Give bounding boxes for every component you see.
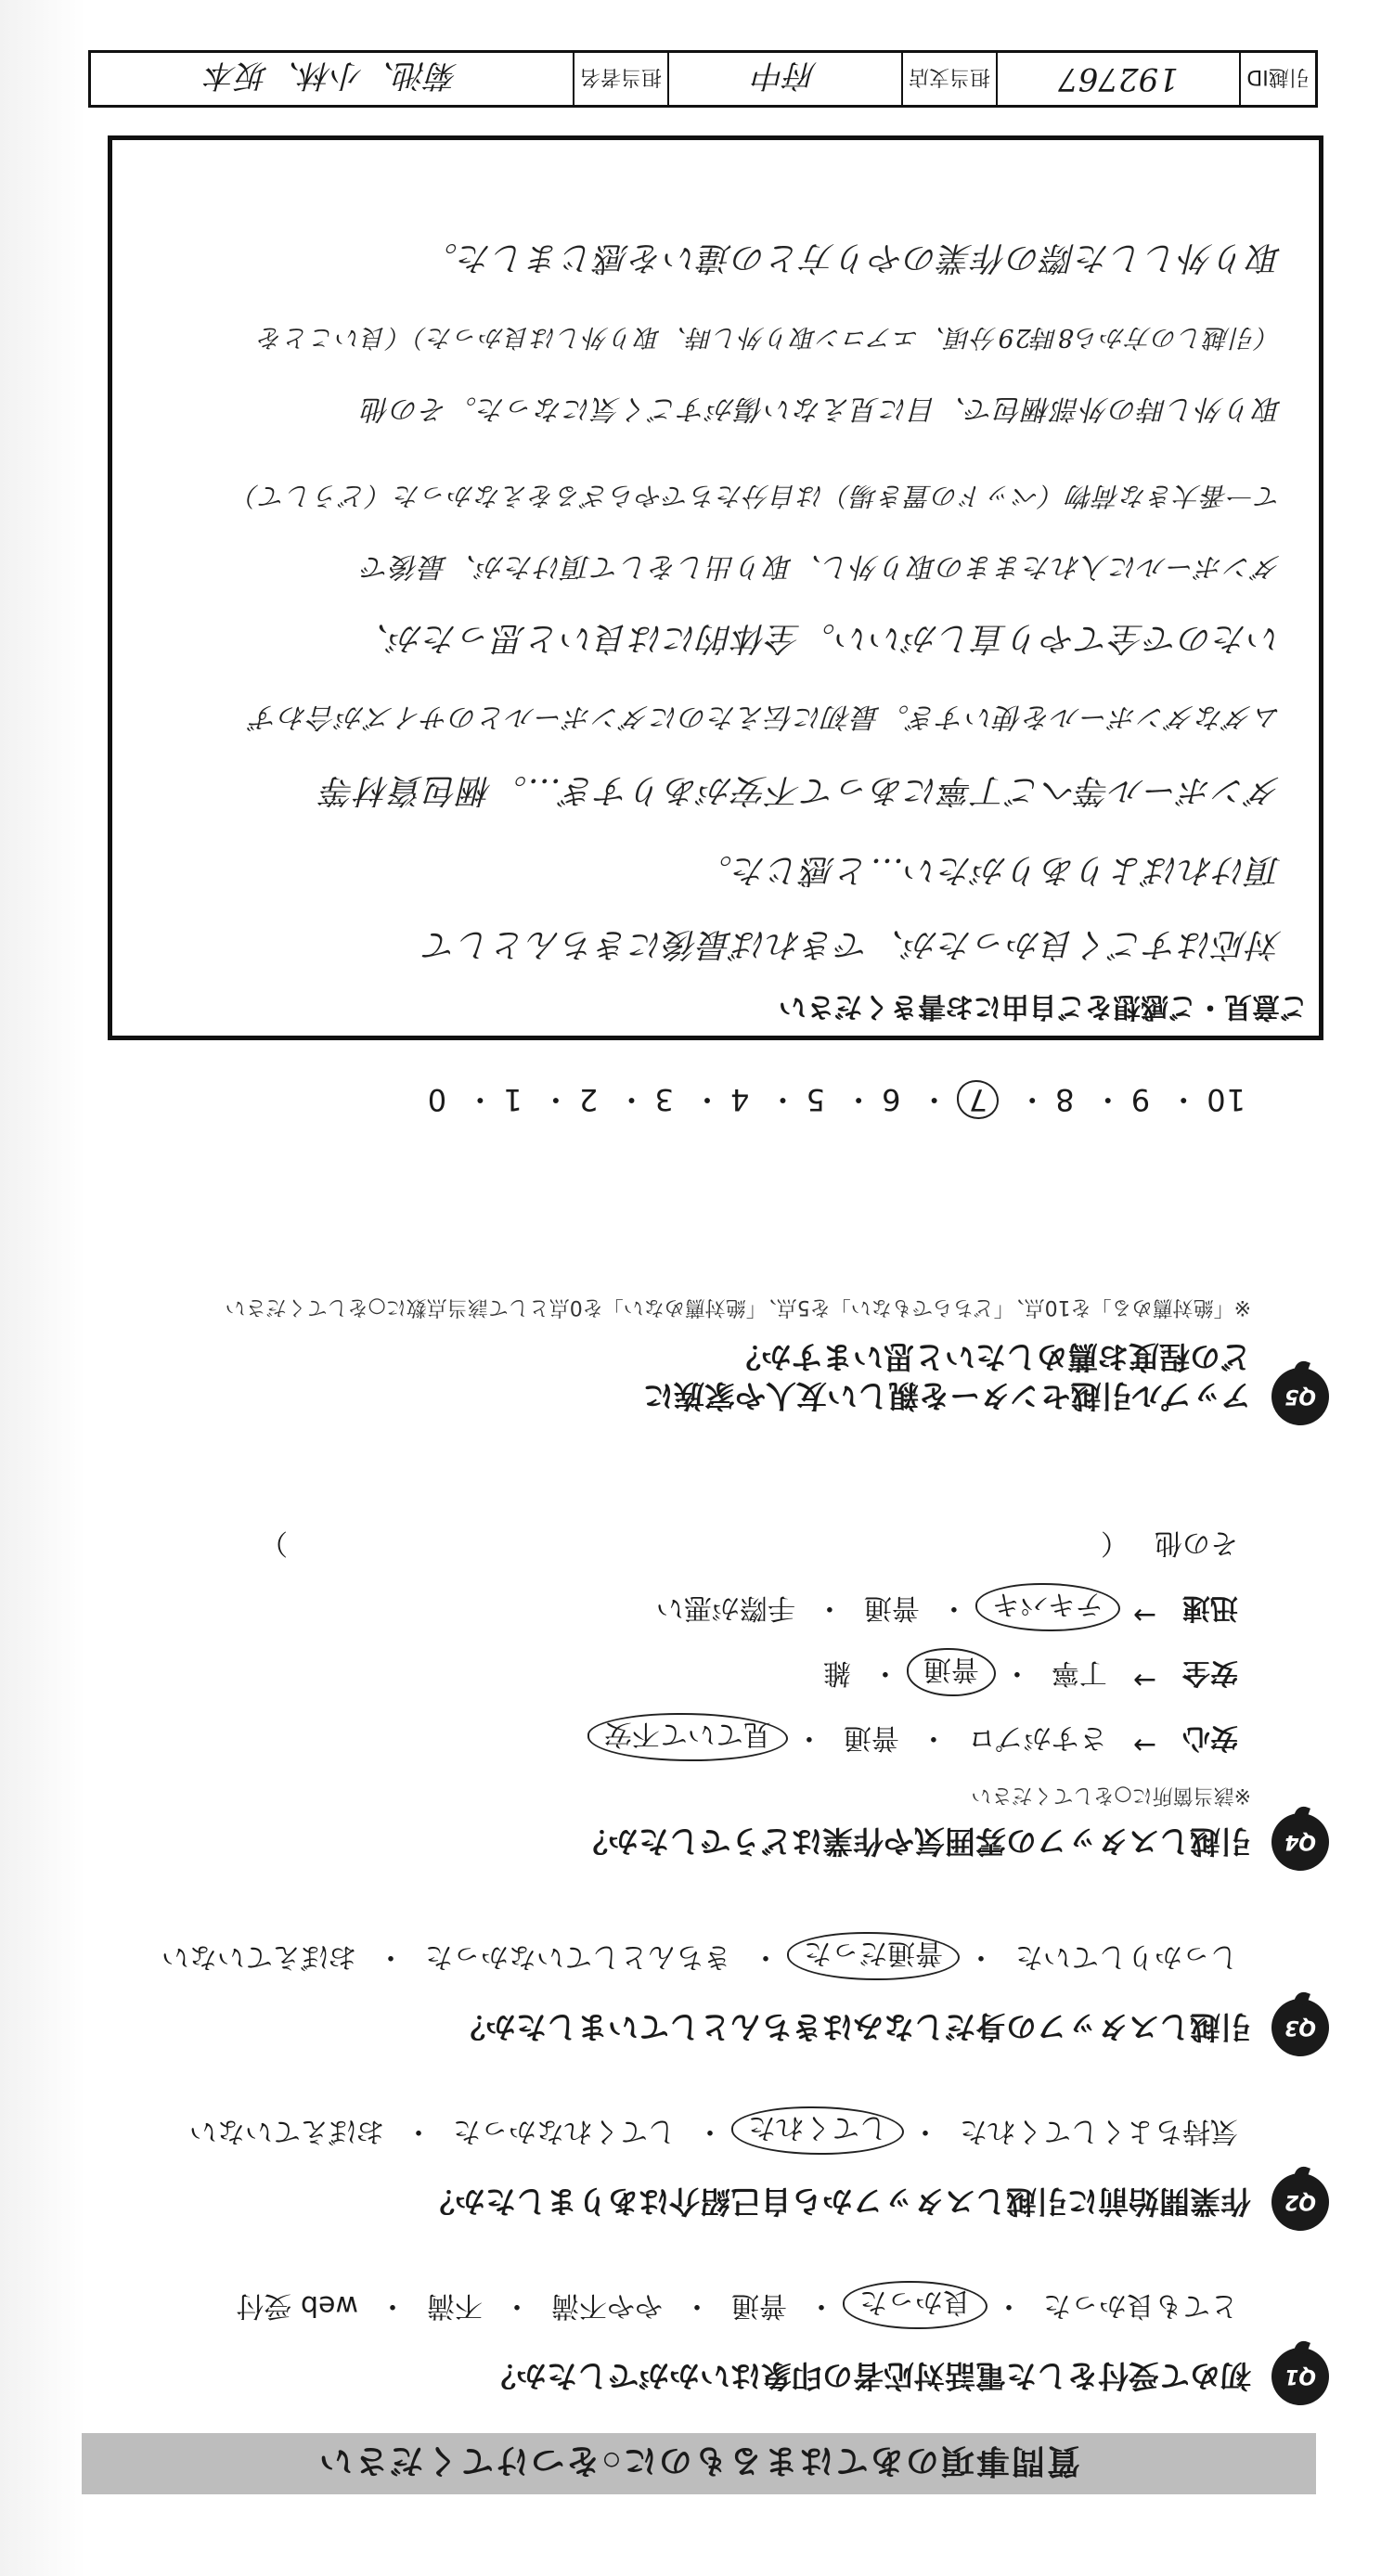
- q2-text: 作業開始前に引越しスタッフから自己紹介はありましたか？: [424, 2184, 1251, 2219]
- q1-badge: Q1: [1271, 2348, 1329, 2405]
- comment-line: 頂ければよりありがたい…と感じた。: [697, 851, 1282, 889]
- q2-options: 気持ちよくしてくれた ・ してくれた ・ してくれなかった ・ おぼえていない: [176, 2106, 1251, 2155]
- comment-line: ムダなダンボールを使いすぎ。最初に伝えたのにダンボールとのサイズが合わず: [250, 701, 1282, 733]
- q4-row-0-label: 安心: [1182, 1721, 1238, 1754]
- q5-score-2[interactable]: 2: [577, 1082, 599, 1117]
- q3-badge: Q3: [1271, 1999, 1329, 2056]
- arrow-right-icon: →: [1132, 1664, 1156, 1696]
- q2-badge: Q2: [1271, 2173, 1329, 2231]
- q1-option-5[interactable]: web 受付: [236, 2289, 358, 2322]
- scan-edge-shadow: [0, 0, 85, 2576]
- q2-option-1-selected[interactable]: してくれた: [731, 2106, 904, 2155]
- comment-line: 取り外し時の外部梱包で、目に見えない傷がすごく気になった。その他: [361, 393, 1282, 425]
- q4-row-0-option-1[interactable]: 普通: [843, 1721, 899, 1754]
- q4-row-1-option-2[interactable]: 雑: [822, 1656, 851, 1689]
- q5-score-10[interactable]: 10: [1206, 1082, 1246, 1117]
- q5-score-8[interactable]: 8: [1054, 1082, 1075, 1117]
- question-5: [85, 1203, 1329, 1425]
- id-label-cell: 引越ID: [1239, 53, 1315, 105]
- q5-score-0[interactable]: 0: [426, 1082, 447, 1117]
- q3-option-0[interactable]: しっかりしていた: [1015, 1940, 1238, 1973]
- q3-option-2[interactable]: きちんとしていなかった: [425, 1940, 731, 1973]
- comment-line: 取り外しした際の作業のやり方との違いを感じました。: [422, 238, 1282, 277]
- q4-row-2-option-1[interactable]: 普通: [863, 1591, 920, 1624]
- q5-badge: Q5: [1271, 1368, 1329, 1425]
- arrow-right-icon: →: [1132, 1729, 1156, 1761]
- q1-option-1-selected[interactable]: 良かった: [843, 2281, 987, 2329]
- q4-row-0-option-2-selected[interactable]: 見ていて不安: [587, 1713, 788, 1761]
- q5-score-6[interactable]: 6: [881, 1082, 901, 1117]
- comment-box[interactable]: [108, 135, 1323, 1040]
- q5-score-5[interactable]: 5: [805, 1082, 825, 1117]
- question-1: [85, 2285, 1329, 2405]
- q4-row-1-label: 安全: [1182, 1656, 1238, 1689]
- q1-option-0[interactable]: とても良かった: [1043, 2289, 1238, 2322]
- office-info-row: [88, 50, 1318, 108]
- question-3: [85, 1936, 1329, 2056]
- q1-option-4[interactable]: 不満: [427, 2289, 483, 2322]
- q4-row-anshin: 安心 → さすがプロ ・ 普通 ・ 見ていて不安: [587, 1713, 1251, 1761]
- comment-title: ご意見・ご感想をご自由にお書きください: [779, 991, 1308, 1022]
- branch-value-cell: 府中: [667, 53, 901, 105]
- arrow-right-icon: →: [1132, 1599, 1156, 1631]
- q4-row-2-label: 迅速: [1182, 1591, 1238, 1624]
- q3-option-1-selected[interactable]: 普通だった: [787, 1932, 960, 1980]
- id-value-cell: 192767: [996, 53, 1239, 105]
- q5-note: ※「絶対薦める」を10点、「どちらでもない」を5点、「絶対薦めない」を0点として該当点数に○をしてください: [225, 1295, 1251, 1319]
- q4-other-label: その他: [1155, 1526, 1238, 1559]
- staff-value-cell: 菊池、小林、坂本: [205, 57, 458, 95]
- staff-label-cell: 担当者名: [573, 53, 667, 105]
- instruction-header-text: 質問事項のあてはまるものに○をつけてください: [317, 2442, 1080, 2481]
- q5-text-line1: アップル引越センターを親しい友人や家族に: [642, 1379, 1251, 1413]
- comment-line: いたので全てやり直しがいい。全体的には良いと思ったが、: [354, 619, 1282, 657]
- q3-option-3[interactable]: おぼえていない: [161, 1940, 356, 1973]
- q5-score-scale: 10・ 9・ 8・ 7・ 6・ 5・ 4・ 3・ 2・ 1・ 0: [426, 1082, 1246, 1117]
- q5-score-4[interactable]: 4: [729, 1082, 750, 1117]
- q4-text: 引越しスタッフの雰囲気や作業はどうでしたか？: [577, 1824, 1251, 1859]
- q4-note: ※該当箇所に○をしてください: [971, 1784, 1251, 1807]
- q1-option-3[interactable]: やや不満: [551, 2289, 663, 2322]
- q3-text: 引越しスタッフの身だしなみはきちんとしていましたか？: [455, 2010, 1251, 2044]
- q4-row-0-option-0[interactable]: さすがプロ: [967, 1721, 1107, 1754]
- q1-text: 初めて受付をした電話対応者の印象はいかがでしたか？: [485, 2359, 1251, 2393]
- comment-line: て一番大きな荷物（ベッドの置き場）は自分たちでやらざるをえなかった（どうして）: [232, 481, 1282, 511]
- q4-badge: Q4: [1271, 1813, 1329, 1871]
- q4-row-2-option-0-selected[interactable]: テキパキ: [975, 1583, 1120, 1631]
- q4-row-anzen: 安全 → 丁寧 ・ 普通 ・ 雑: [810, 1648, 1251, 1696]
- comment-line: （引越しの方から8時29分頃、エアコン取り外し時、取り外しは良かった）（良いことを: [257, 323, 1282, 352]
- comment-line: ダンボールに入れたままの取り外し、取り出しをして頂けたが、最後で: [361, 550, 1282, 583]
- question-4: [85, 1509, 1329, 1871]
- q2-option-2[interactable]: してくれなかった: [453, 2115, 676, 2147]
- q5-score-9[interactable]: 9: [1129, 1082, 1151, 1117]
- q5-score-3[interactable]: 3: [653, 1082, 674, 1117]
- comment-line: ダンボール等へご丁寧にあって不安がありすぎ…。梱包資材等: [320, 771, 1282, 809]
- q1-options: とても良かった ・ 良かった ・ 普通 ・ やや不満 ・ 不満 ・ web 受付: [223, 2281, 1251, 2329]
- q2-option-0[interactable]: 気持ちよくしてくれた: [960, 2115, 1238, 2147]
- q4-other-close: ）: [260, 1526, 288, 1559]
- q4-row-1-option-1-selected[interactable]: 普通: [907, 1648, 996, 1696]
- q5-score-7-selected[interactable]: 7: [957, 1080, 999, 1119]
- instruction-header: [82, 2433, 1316, 2494]
- q4-row-2-option-2[interactable]: 手際が悪い: [655, 1591, 795, 1624]
- q1-option-2[interactable]: 普通: [731, 2289, 787, 2322]
- branch-label-cell: 担当支店: [901, 53, 996, 105]
- q4-other-input[interactable]: [301, 1526, 1088, 1566]
- question-2: [85, 2110, 1329, 2231]
- comment-line: 対応はすごく良かったが、できれば最後にきちんとして: [422, 925, 1282, 963]
- q4-other-open: （: [1101, 1526, 1129, 1559]
- q2-option-3[interactable]: おぼえていない: [189, 2115, 384, 2147]
- q4-row-1-option-0[interactable]: 丁寧: [1051, 1656, 1107, 1689]
- q3-options: しっかりしていた ・ 普通だった ・ きちんとしていなかった ・ おぼえていない: [148, 1932, 1251, 1980]
- q4-other-row: [137, 1526, 1251, 1566]
- q5-score-1[interactable]: 1: [502, 1082, 523, 1117]
- q5-text-line2: どの程度お薦めしたいと思いますか？: [730, 1340, 1251, 1374]
- q4-row-jinsoku: 迅速 → テキパキ ・ 普通 ・ 手際が悪い: [643, 1583, 1251, 1631]
